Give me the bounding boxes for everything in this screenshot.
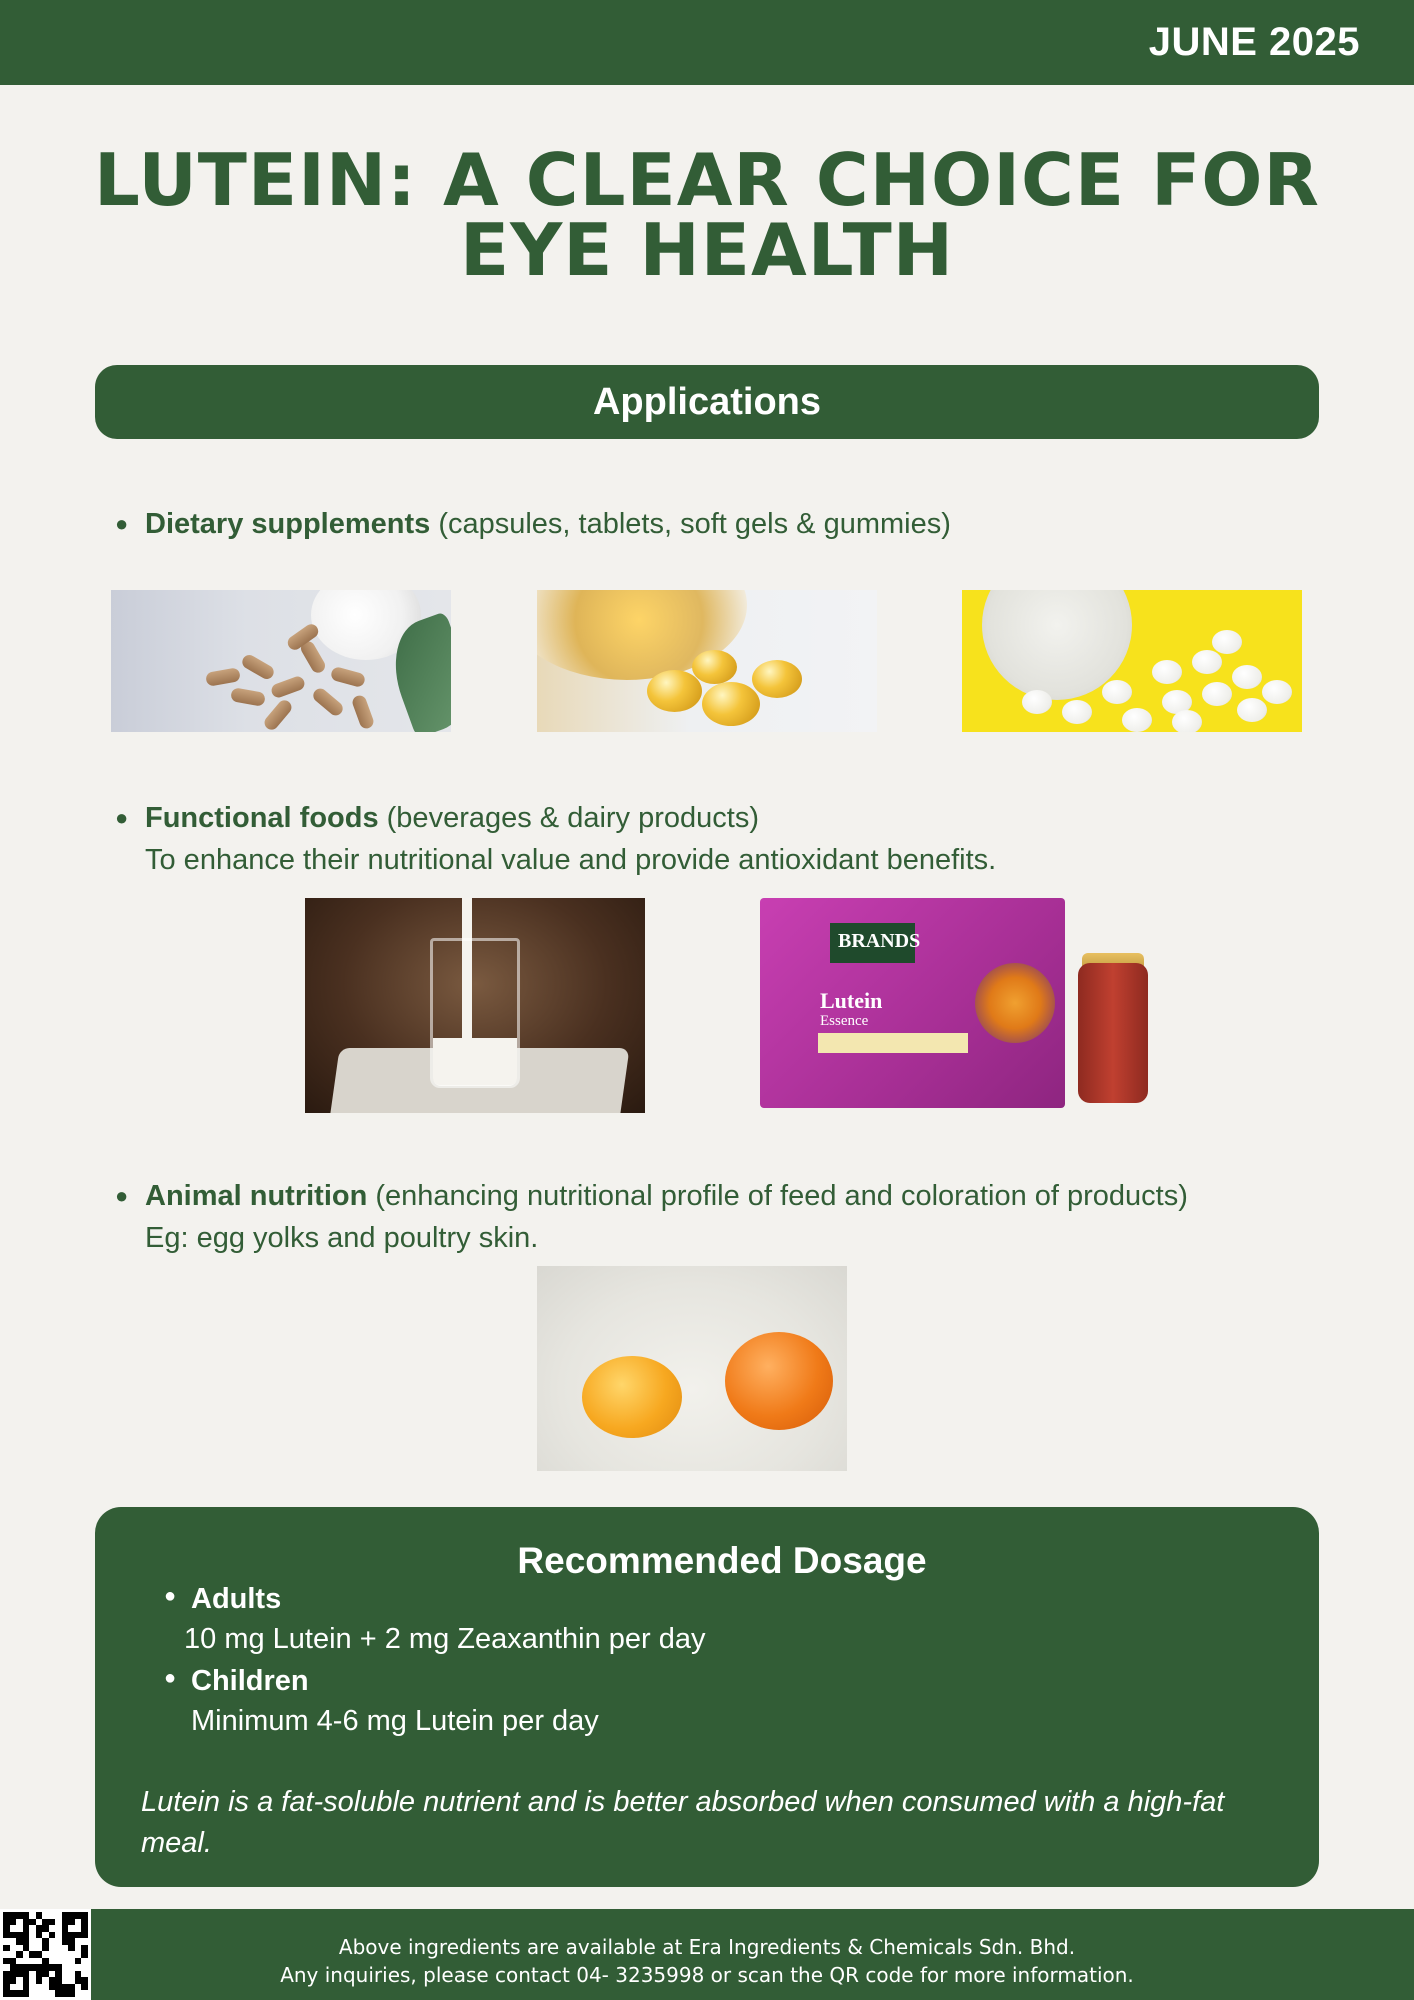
bullet-functional-foods <box>115 797 996 881</box>
dosage-children-label: ● Children <box>164 1665 309 1697</box>
egg-yolks-photo <box>537 1266 847 1471</box>
dosage-heading: Recommended Dosage <box>517 1540 927 1581</box>
bullet-detail: (beverages & dairy products) <box>378 802 759 834</box>
capsules-photo <box>111 590 451 732</box>
bullet-dot: ● <box>115 1183 129 1208</box>
milk-photo <box>305 898 645 1113</box>
bullet-subtext: Eg: egg yolks and poultry skin. <box>145 1222 539 1254</box>
dosage-adults-value: 10 mg Lutein + 2 mg Zeaxanthin per day <box>184 1623 706 1655</box>
product-name: Lutein <box>820 988 883 1013</box>
qr-code-icon[interactable] <box>0 1909 91 2000</box>
bullet-title: Dietary supplements <box>145 508 431 540</box>
footer-bar <box>0 1909 1414 2000</box>
footer-contact: Any inquiries, please contact 04- 3235998 or scan the QR code for more information. <box>280 1963 1134 1987</box>
header-bar <box>0 0 1414 85</box>
bullet-animal-nutrition <box>115 1175 1188 1259</box>
bullet-dietary-supplements <box>115 503 951 545</box>
absorption-note: Lutein is a fat-soluble nutrient and is better absorbed when consumed with a high-fat meal. <box>141 1786 1225 1859</box>
applications-heading: Applications <box>95 365 1319 439</box>
brand-logo-text: BRANDS <box>838 930 921 952</box>
brands-lutein-essence-photo <box>760 893 1152 1118</box>
dosage-children-value: Minimum 4-6 mg Lutein per day <box>191 1705 599 1737</box>
tablets-photo <box>962 590 1302 732</box>
bullet-dot: ● <box>115 805 129 830</box>
page-title <box>0 138 1414 292</box>
soft-gels-photo <box>537 590 877 732</box>
recommended-dosage-panel <box>95 1507 1319 1887</box>
bullet-subtext: To enhance their nutritional value and provide antioxidant benefits. <box>145 844 997 876</box>
bullet-detail: (capsules, tablets, soft gels & gummies) <box>430 508 951 540</box>
dosage-adults-label: ● Adults <box>164 1583 282 1615</box>
issue-date: JUNE 2025 <box>1148 20 1360 64</box>
title-line-1: LUTEIN: A CLEAR CHOICE FOR <box>94 138 1320 222</box>
footer-availability: Above ingredients are available at Era Ingredients & Chemicals Sdn. Bhd. <box>338 1935 1076 1959</box>
product-subname: Essence <box>820 1013 869 1029</box>
bullet-title: Functional foods <box>145 802 379 834</box>
bullet-title: Animal nutrition <box>145 1180 368 1212</box>
bullet-dot: ● <box>115 511 129 536</box>
bullet-detail: (enhancing nutritional profile of feed and coloration of products) <box>367 1180 1188 1212</box>
title-line-2: EYE HEALTH <box>459 208 955 292</box>
